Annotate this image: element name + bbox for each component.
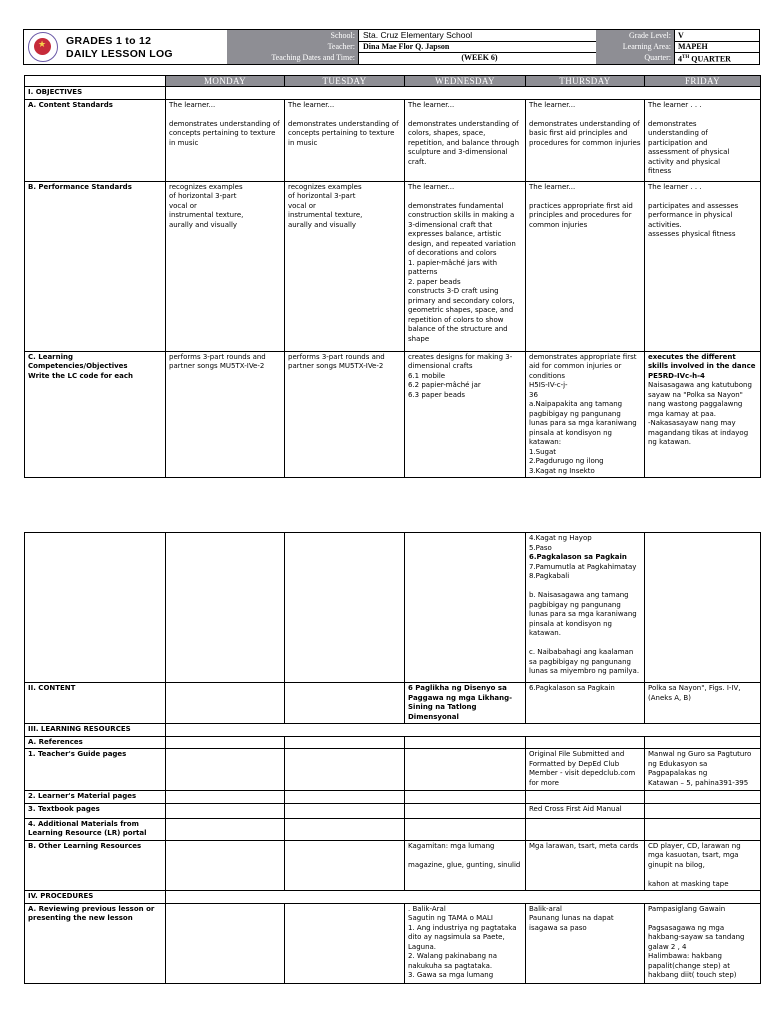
lesson-log-table-page1 bbox=[24, 75, 761, 478]
review-fri: Pampasiglang Gawain Pagsasagawa ng mga hakbang-sayaw sa tandang galaw 2 , 4 Halimbawa: hakbang papalit(change step) at hakbang diit( touch step) bbox=[645, 903, 761, 983]
cs-tue: The learner... demonstrates understanding of concepts pertaining to texture in music bbox=[285, 99, 405, 181]
add-tue bbox=[285, 818, 405, 840]
header-title-line2: DAILY LESSON LOG bbox=[66, 48, 173, 60]
tb-wed bbox=[405, 803, 526, 818]
lm-fri bbox=[645, 791, 761, 804]
objectives-label: I. OBJECTIVES bbox=[25, 87, 166, 100]
dates-label: Teaching Dates and Time: bbox=[227, 52, 358, 64]
day-friday: FRIDAY bbox=[645, 76, 761, 87]
content-thu: 6.Pagkalason sa Pagkain bbox=[526, 683, 645, 724]
competencies-row bbox=[25, 351, 761, 478]
tb-thu: Red Cross First Aid Manual bbox=[526, 803, 645, 818]
header-row-dates bbox=[227, 52, 759, 64]
ref-mon bbox=[166, 736, 285, 749]
lc-fri-text: Naisasagawa ang katutubong sayaw na "Polka sa Nayon" nang wastong paggalawng mga kamay at paa. -Nakasasayaw nang may magandang tikas at indayog ng katawan. bbox=[648, 381, 752, 446]
performance-standards-label: B. Performance Standards bbox=[25, 181, 166, 351]
review-tue bbox=[285, 903, 405, 983]
ref-tue bbox=[285, 736, 405, 749]
content-label: II. CONTENT bbox=[25, 683, 166, 724]
grade-label: Grade Level: bbox=[596, 30, 674, 41]
cont-wed bbox=[405, 533, 526, 683]
add-fri bbox=[645, 818, 761, 840]
cs-wed: The learner... demonstrates understanding of colors, shapes, space, repetition, and balance through sculpture and 3-dimensional craft. bbox=[405, 99, 526, 181]
teacher-label: Teacher: bbox=[227, 41, 358, 52]
cs-thu: The learner... demonstrates understanding of basic first aid principles and procedures for common injuries bbox=[526, 99, 645, 181]
other-thu: Mga larawan, tsart, meta cards bbox=[526, 840, 645, 891]
tg-row bbox=[25, 749, 761, 791]
content-mon bbox=[166, 683, 285, 724]
resources-fill bbox=[166, 724, 761, 737]
lc-mon: performs 3-part rounds and partner songs MU5TX-IVe-2 bbox=[166, 351, 285, 478]
resources-label: III. LEARNING RESOURCES bbox=[25, 724, 166, 737]
procedures-label: IV. PROCEDURES bbox=[25, 891, 166, 904]
cs-mon: The learner... demonstrates understanding of concepts pertaining to texture in music bbox=[166, 99, 285, 181]
ps-thu: The learner... practices appropriate first aid principles and procedures for common injuries bbox=[526, 181, 645, 351]
cont-thu-b: 6.Pagkalason sa Pagkain bbox=[529, 553, 627, 561]
content-standards-row bbox=[25, 99, 761, 181]
cont-tue bbox=[285, 533, 405, 683]
additional-materials-row bbox=[25, 818, 761, 840]
add-mon bbox=[166, 818, 285, 840]
ref-wed bbox=[405, 736, 526, 749]
procedures-row bbox=[25, 891, 761, 904]
references-label: A. References bbox=[25, 736, 166, 749]
procedures-fill bbox=[166, 891, 761, 904]
cont-label bbox=[25, 533, 166, 683]
tg-mon bbox=[166, 749, 285, 791]
resources-row bbox=[25, 724, 761, 737]
cont-thu-c: 7.Pamumutla at Pagkahimatay 8.Pagkabali b. Naisasagawa ang tamang pagbibigay ng pangunang lunas para sa mga karaniwang pinsala at kondisyon ng katawan. c. Naibabahagi ang kaalaman sa pagbibigay ng pangunang lunas sa miyembro ng pamilya. bbox=[529, 562, 640, 675]
area-label: Learning Area: bbox=[596, 41, 674, 52]
content-fri: Polka sa Nayon", Figs. I-IV, (Aneks A, B) bbox=[645, 683, 761, 724]
tg-wed bbox=[405, 749, 526, 791]
other-resources-label: B. Other Learning Resources bbox=[25, 840, 166, 891]
lm-wed bbox=[405, 791, 526, 804]
other-wed: Kagamitan: mga lumang magazine, glue, gunting, sinulid bbox=[405, 840, 526, 891]
other-fri: CD player, CD, larawan ng mga kasuotan, tsart, mga ginupit na bilog, kahon at masking tape bbox=[645, 840, 761, 891]
day-monday: MONDAY bbox=[166, 76, 285, 87]
other-mon bbox=[166, 840, 285, 891]
lm-tue bbox=[285, 791, 405, 804]
tg-thu: Original File Submitted and Formatted by DepEd Club Member - visit depedclub.com for more bbox=[526, 749, 645, 791]
deped-seal-icon: ★ bbox=[28, 32, 58, 62]
add-thu bbox=[526, 818, 645, 840]
performance-standards-row bbox=[25, 181, 761, 351]
quarter-label: Quarter: bbox=[596, 52, 674, 64]
references-row bbox=[25, 736, 761, 749]
tg-label: 1. Teacher's Guide pages bbox=[25, 749, 166, 791]
dll-header bbox=[23, 29, 760, 65]
lesson-log-table-page2 bbox=[24, 532, 761, 984]
lc-fri bbox=[645, 351, 761, 478]
lm-label: 2. Learner's Material pages bbox=[25, 791, 166, 804]
days-header-row bbox=[25, 76, 761, 87]
cont-thu bbox=[526, 533, 645, 683]
lc-wed: creates designs for making 3-dimensional crafts 6.1 mobile 6.2 papier-mâché jar 6.3 paper beads bbox=[405, 351, 526, 478]
tb-tue bbox=[285, 803, 405, 818]
teacher-value: Dina Mae Flor Q. Japson bbox=[358, 41, 596, 52]
ps-wed: The learner... demonstrates fundamental construction skills in making a 3-dimensional craft that expresses balance, artistic design, and repeated variation of decorations and colors 1. papier-mâché jars with patterns 2. paper beads constructs 3-D craft using primary and secondary colors, geometric shapes, space, and repetition of colors to show balance of the structure and shape bbox=[405, 181, 526, 351]
cont-mon bbox=[166, 533, 285, 683]
lm-mon bbox=[166, 791, 285, 804]
lc-thu: demonstrates appropriate first aid for common injuries or conditions H5IS-IV-c-j- 36 a.Naipapakita ang tamang pagbibigay ng pangunang lunas para sa mga karaniwang pinsala at kondisyon ng katawan: 1.Sugat 2.Pagdurugo ng ilong 3.Kagat ng Insekto bbox=[526, 351, 645, 478]
objectives-fill bbox=[166, 87, 761, 100]
ref-thu bbox=[526, 736, 645, 749]
continued-competencies-row bbox=[25, 533, 761, 683]
review-mon bbox=[166, 903, 285, 983]
review-thu: Balik-aral Paunang lunas na dapat isagawa sa paso bbox=[526, 903, 645, 983]
school-value: Sta. Cruz Elementary School bbox=[358, 30, 596, 41]
tb-mon bbox=[166, 803, 285, 818]
tb-fri bbox=[645, 803, 761, 818]
review-label: A. Reviewing previous lesson or presenting the new lesson bbox=[25, 903, 166, 983]
competencies-label: C. Learning Competencies/Objectives Write the LC code for each bbox=[25, 351, 166, 478]
ps-mon: recognizes examples of horizontal 3-part vocal or instrumental texture, aurally and visually bbox=[166, 181, 285, 351]
ps-tue: recognizes examples of horizontal 3-part vocal or instrumental texture, aurally and visually bbox=[285, 181, 405, 351]
corner-cell bbox=[25, 76, 166, 87]
cont-thu-a: 4.Kagat ng Hayop 5.Paso bbox=[529, 534, 592, 552]
add-wed bbox=[405, 818, 526, 840]
day-thursday: THURSDAY bbox=[526, 76, 645, 87]
ref-fri bbox=[645, 736, 761, 749]
review-row bbox=[25, 903, 761, 983]
tg-tue bbox=[285, 749, 405, 791]
grade-value: V bbox=[674, 30, 759, 41]
tb-label: 3. Textbook pages bbox=[25, 803, 166, 818]
tg-fri: Manwal ng Guro sa Pagtuturo ng Edukasyon sa Pagpapalakas ng Katawan – 5, pahina391-395 bbox=[645, 749, 761, 791]
school-label: School: bbox=[227, 30, 358, 41]
other-resources-row bbox=[25, 840, 761, 891]
lm-row bbox=[25, 791, 761, 804]
other-tue bbox=[285, 840, 405, 891]
day-wednesday: WEDNESDAY bbox=[405, 76, 526, 87]
header-title-line1: GRADES 1 to 12 bbox=[66, 35, 152, 47]
lc-fri-code: executes the different skills involved in the dance PE5RD-IVc-h-4 bbox=[648, 352, 756, 380]
tb-row bbox=[25, 803, 761, 818]
objectives-row bbox=[25, 87, 761, 100]
review-wed: . Balik-Aral Sagutin ng TAMA o MALI 1. Ang industriya ng pagtataka dito ay nagsimula sa Paete, Laguna. 2. Walang pakinabang na nakukuha sa pagtataka. 3. Gawa sa mga lumang bbox=[405, 903, 526, 983]
content-tue bbox=[285, 683, 405, 724]
cont-fri bbox=[645, 533, 761, 683]
content-standards-label: A. Content Standards bbox=[25, 99, 166, 181]
lm-thu bbox=[526, 791, 645, 804]
additional-materials-label: 4. Additional Materials from Learning Resource (LR) portal bbox=[25, 818, 166, 840]
cs-fri: The learner . . . demonstrates understanding of participation and assessment of physical activity and physical fitness bbox=[645, 99, 761, 181]
day-tuesday: TUESDAY bbox=[285, 76, 405, 87]
dates-value: (WEEK 6) bbox=[358, 52, 596, 64]
area-value: MAPEH bbox=[674, 41, 759, 52]
ps-fri: The learner . . . participates and assesses performance in physical activities. assesses physical fitness bbox=[645, 181, 761, 351]
quarter-value: 4TH QUARTER bbox=[674, 52, 759, 64]
header-title-block bbox=[24, 30, 228, 64]
content-row bbox=[25, 683, 761, 724]
content-wed: 6 Paglikha ng Disenyo sa Paggawa ng mga Likhang-Sining na Tatlong Dimensyonal bbox=[405, 683, 526, 724]
lc-tue: performs 3-part rounds and partner songs MU5TX-IVe-2 bbox=[285, 351, 405, 478]
quarter-suffix: TH bbox=[682, 55, 690, 60]
